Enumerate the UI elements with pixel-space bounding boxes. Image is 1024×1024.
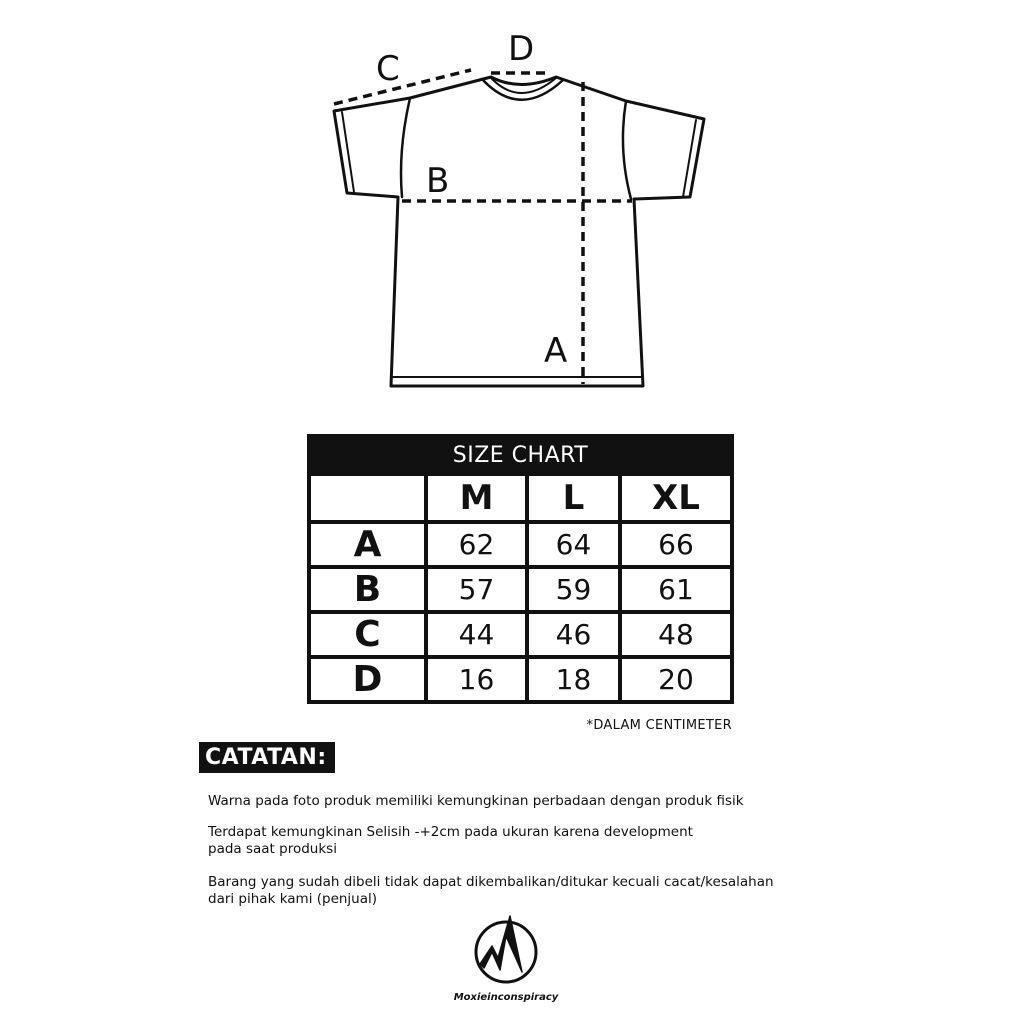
- measure-label-c: C: [376, 49, 400, 89]
- note-line: Barang yang sudah dibeli tidak dapat dikembalikan/ditukar kecuali cacat/kesalahan: [208, 874, 774, 890]
- note-line: dari pihak kami (penjual): [208, 891, 378, 907]
- row-label: A: [309, 522, 426, 567]
- size-value: 66: [620, 522, 732, 567]
- size-chart-title-row: [309, 436, 732, 474]
- size-value: 48: [620, 612, 732, 657]
- size-header-m: M: [426, 474, 527, 522]
- size-value: 44: [426, 612, 527, 657]
- row-label: B: [309, 567, 426, 612]
- measure-label-d: D: [508, 29, 535, 69]
- row-label: C: [309, 612, 426, 657]
- notes-title: CATATAN:: [199, 742, 335, 773]
- size-value: 62: [426, 522, 527, 567]
- note-item: [208, 824, 868, 858]
- note-item: [208, 874, 868, 908]
- size-value: 20: [620, 657, 732, 702]
- table-row: [309, 657, 732, 702]
- size-header-empty: [309, 474, 426, 522]
- brand-name: Moxieinconspiracy: [453, 992, 559, 1003]
- note-line: Warna pada foto produk memiliki kemungkinan perbadaan dengan produk fisik: [208, 793, 744, 809]
- size-value: 57: [426, 567, 527, 612]
- size-chart-table: [307, 434, 734, 704]
- note-line: pada saat produksi: [208, 841, 337, 857]
- size-value: 59: [527, 567, 620, 612]
- tshirt-measurement-diagram: [0, 0, 1024, 420]
- table-row: [309, 522, 732, 567]
- note-line: Terdapat kemungkinan Selisih -+2cm pada ukuran karena development: [208, 824, 693, 840]
- size-value: 46: [527, 612, 620, 657]
- size-header-l: L: [527, 474, 620, 522]
- size-value: 18: [527, 657, 620, 702]
- tshirt-outline: [334, 77, 704, 386]
- row-label: D: [309, 657, 426, 702]
- size-value: 16: [426, 657, 527, 702]
- note-item: [208, 793, 868, 810]
- size-header-row: [309, 474, 732, 522]
- size-value: 64: [527, 522, 620, 567]
- notes-list: [208, 793, 868, 924]
- table-row: [309, 612, 732, 657]
- unit-note: *DALAM CENTIMETER: [586, 718, 732, 733]
- mountain-circle-logo-icon: [470, 912, 542, 984]
- size-header-xl: XL: [620, 474, 732, 522]
- measure-label-a: A: [544, 331, 568, 371]
- table-row: [309, 567, 732, 612]
- size-chart-title: SIZE CHART: [309, 436, 732, 474]
- size-value: 61: [620, 567, 732, 612]
- measure-label-b: B: [426, 161, 450, 201]
